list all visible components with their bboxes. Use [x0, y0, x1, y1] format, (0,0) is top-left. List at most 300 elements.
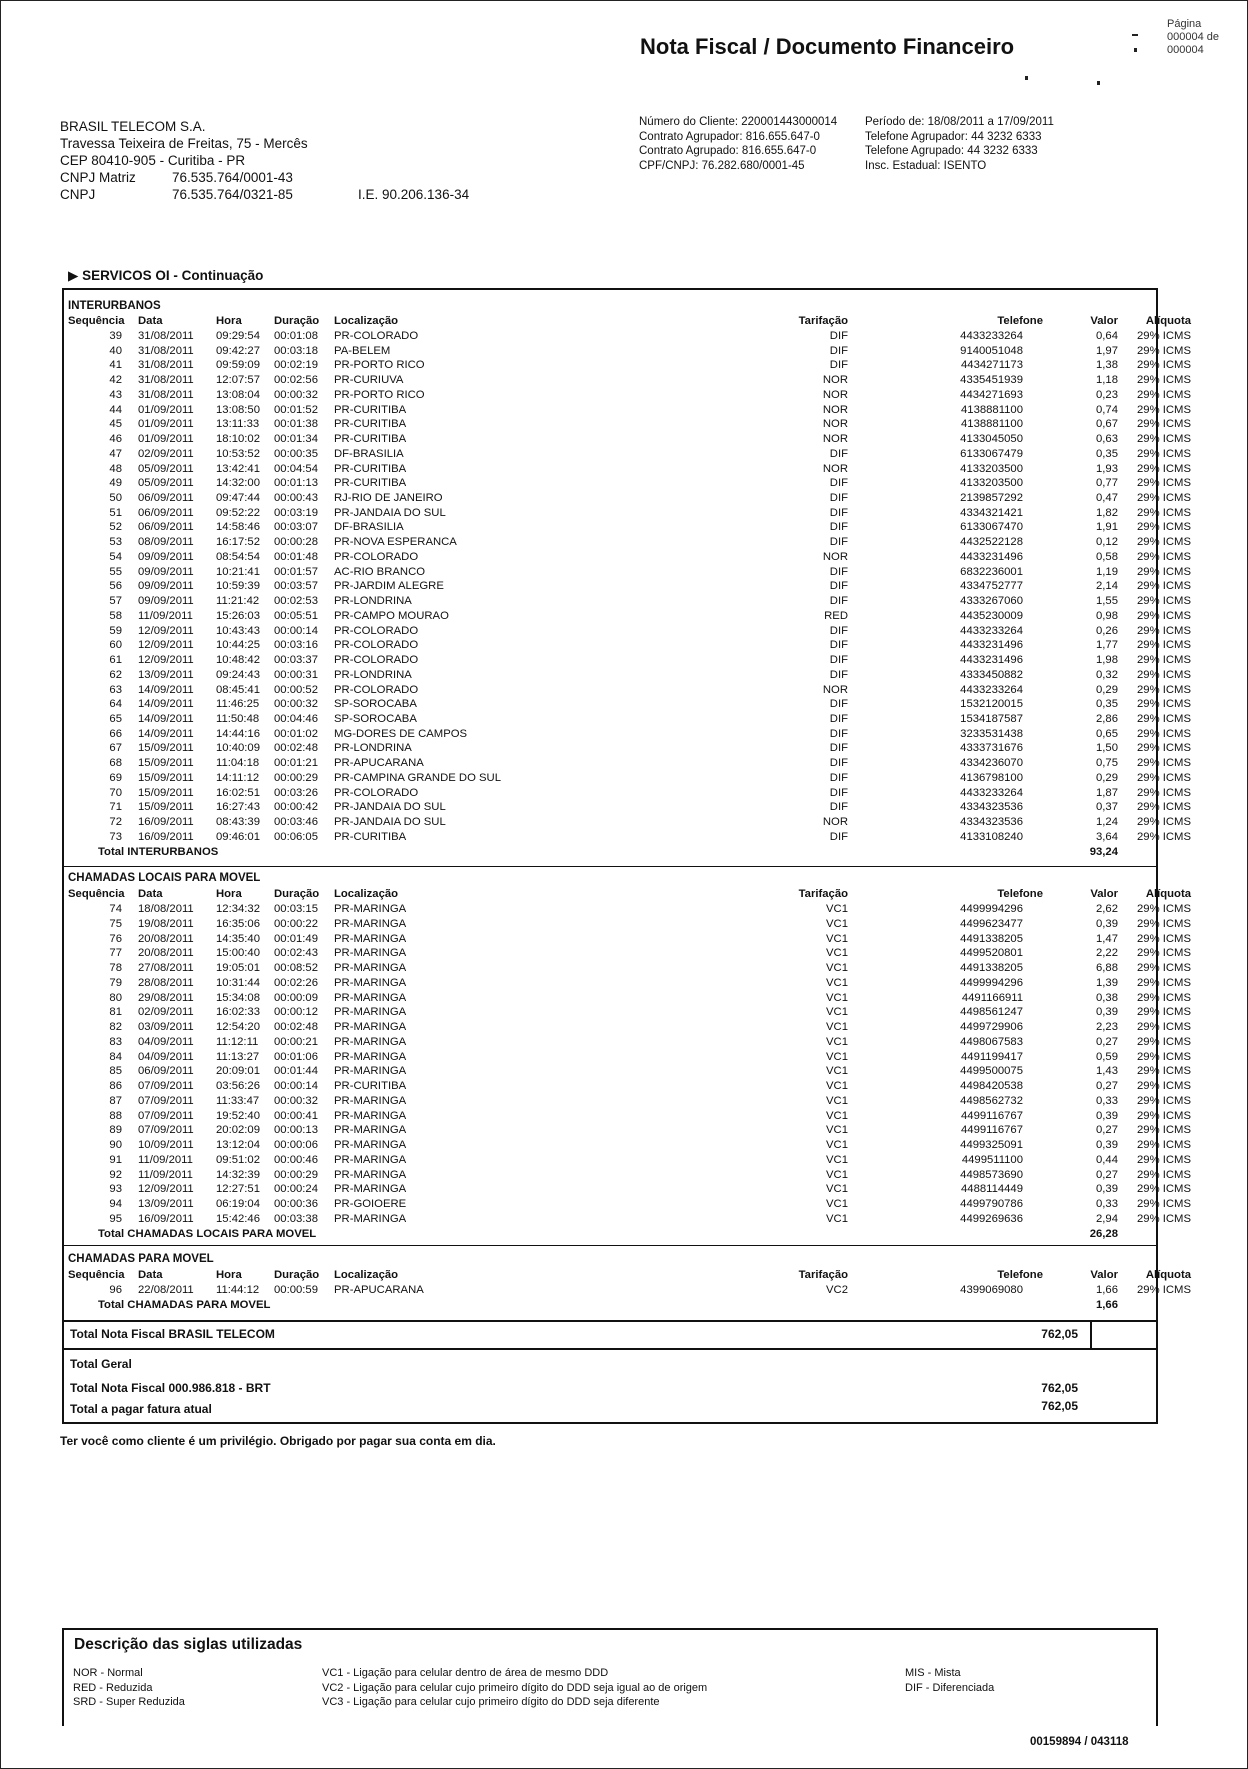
cell-location: PR-GOIOERE: [334, 1198, 407, 1210]
cell-sequence: 55: [109, 565, 122, 578]
cell-duration: 00:06:05: [274, 830, 318, 843]
cell-phone: 4498573690: [960, 1168, 1023, 1181]
cell-location: RJ-RIO DE JANEIRO: [334, 492, 443, 505]
cell-tax-rate: 29% ICMS: [1137, 991, 1191, 1004]
cell-location: PA-BELEM: [334, 344, 391, 357]
cell-phone: 4499500075: [960, 1065, 1023, 1078]
cell-value: 0,39: [1096, 917, 1118, 930]
cell-tariff: DIF: [829, 344, 848, 357]
cell-tax-rate: 29% ICMS: [1137, 771, 1191, 784]
cell-phone: 2139857292: [960, 492, 1023, 505]
cell-tax-rate: 29% ICMS: [1137, 433, 1191, 446]
cell-tariff: DIF: [829, 330, 848, 342]
table-row: [68, 786, 1191, 801]
cell-tax-rate: 29% ICMS: [1137, 1198, 1191, 1210]
cell-value: 2,14: [1096, 580, 1118, 593]
cell-time: 16:17:52: [216, 536, 260, 549]
cell-tax-rate: 29% ICMS: [1137, 947, 1191, 960]
total-nf-label: Total Nota Fiscal BRASIL TELECOM: [70, 1327, 275, 1341]
cell-location: PR-COLORADO: [334, 639, 419, 652]
cell-tariff: NOR: [822, 462, 848, 475]
cell-tax-rate: 29% ICMS: [1137, 521, 1191, 534]
scan-mark: [1097, 81, 1100, 85]
cell-value: 0,44: [1096, 1153, 1118, 1166]
cell-tax-rate: 29% ICMS: [1137, 917, 1191, 930]
cell-phone: 1534187587: [960, 712, 1023, 725]
cell-duration: 00:00:31: [274, 668, 318, 681]
header-phone: Telefone: [997, 888, 1043, 900]
header-date: Data: [138, 1269, 163, 1281]
cell-duration: 00:01:49: [274, 932, 318, 945]
table-row: [68, 447, 1191, 462]
cell-tax-rate: 29% ICMS: [1137, 580, 1191, 593]
cell-tariff: NOR: [822, 550, 848, 563]
table-row: [68, 638, 1191, 653]
cell-sequence: 67: [109, 742, 122, 755]
cell-tariff: DIF: [829, 771, 848, 784]
cell-duration: 00:01:52: [274, 403, 318, 416]
cell-duration: 00:01:38: [274, 418, 318, 431]
cell-value: 0,35: [1096, 698, 1118, 711]
cell-date: 20/08/2011: [138, 947, 194, 960]
cell-value: 0,27: [1096, 1080, 1118, 1092]
cell-time: 14:11:12: [216, 771, 260, 784]
cell-date: 03/09/2011: [138, 1021, 194, 1033]
cell-sequence: 43: [109, 388, 122, 401]
contract-agrupador: Contrato Agrupador: 816.655.647-0: [639, 130, 820, 143]
cell-location: PR-MARINGA: [334, 1021, 407, 1033]
cell-tariff: VC1: [826, 1035, 848, 1048]
cell-time: 14:32:39: [216, 1168, 260, 1181]
header-tax-rate: Alíquota: [1145, 1269, 1191, 1281]
cell-value: 0,26: [1096, 624, 1118, 637]
cell-tax-rate: 29% ICMS: [1137, 344, 1191, 357]
cell-phone: 4488114449: [961, 1183, 1023, 1196]
cell-date: 06/09/2011: [138, 492, 194, 505]
cell-date: 07/09/2011: [138, 1109, 194, 1122]
cell-time: 12:34:32: [216, 903, 260, 915]
header-phone: Telefone: [997, 1269, 1043, 1281]
table-header: [68, 1268, 1191, 1283]
table-row: [68, 771, 1191, 786]
cell-sequence: 92: [109, 1168, 122, 1181]
cell-location: PR-CURITIBA: [334, 477, 407, 490]
cell-phone: 1532120015: [960, 698, 1023, 711]
cell-date: 09/09/2011: [138, 550, 194, 563]
cell-tariff: VC1: [826, 1006, 848, 1019]
cell-tariff: DIF: [829, 830, 848, 843]
cell-location: DF-BRASILIA: [334, 447, 404, 460]
cell-tariff: DIF: [829, 521, 848, 534]
cell-location: PR-COLORADO: [334, 330, 419, 342]
cell-value: 0,29: [1096, 683, 1118, 696]
cell-time: 08:45:41: [216, 683, 260, 696]
cell-tax-rate: 29% ICMS: [1137, 654, 1191, 667]
cell-phone: 4491166911: [961, 991, 1023, 1004]
cell-sequence: 58: [109, 609, 122, 622]
cell-tax-rate: 29% ICMS: [1137, 1212, 1191, 1225]
table-row: [68, 388, 1191, 403]
cell-tariff: DIF: [829, 595, 848, 608]
cell-location: PR-CURITIBA: [334, 418, 407, 431]
scan-mark: [1132, 34, 1138, 36]
legend-mobile-codes: [322, 1666, 707, 1710]
table-row: [68, 756, 1191, 771]
cell-phone: 6133067470: [960, 521, 1023, 534]
ie-value: I.E. 90.206.136-34: [358, 187, 470, 202]
table-row: [68, 403, 1191, 418]
company-name: BRASIL TELECOM S.A.: [60, 119, 206, 134]
cell-location: PR-MARINGA: [334, 1212, 407, 1225]
cell-value: 2,23: [1096, 1021, 1118, 1033]
cell-tariff: VC1: [826, 1212, 848, 1225]
table-row: [68, 1050, 1191, 1065]
table-row: [68, 1020, 1191, 1035]
total-nf-value: 762,05: [1041, 1327, 1078, 1341]
cell-tax-rate: 29% ICMS: [1137, 742, 1191, 755]
cell-location: PR-MARINGA: [334, 962, 407, 974]
value-column-divider: [1090, 1320, 1092, 1348]
table-row: [68, 432, 1191, 447]
cell-sequence: 53: [109, 536, 122, 549]
cell-tax-rate: 29% ICMS: [1137, 830, 1191, 843]
cell-tax-rate: 29% ICMS: [1137, 506, 1191, 519]
cell-duration: 00:03:19: [274, 506, 318, 519]
cell-tax-rate: 29% ICMS: [1137, 698, 1191, 711]
cell-time: 10:31:44: [216, 976, 260, 989]
cell-location: PR-MARINGA: [334, 917, 407, 930]
cell-tariff: DIF: [829, 565, 848, 578]
table-row: [68, 329, 1191, 344]
cell-value: 0,33: [1096, 1094, 1118, 1107]
cell-duration: 00:00:52: [274, 683, 318, 696]
cell-value: 6,88: [1096, 962, 1118, 974]
cell-duration: 00:00:13: [274, 1124, 318, 1137]
cell-date: 02/09/2011: [138, 1006, 194, 1019]
cell-duration: 00:00:24: [274, 1183, 318, 1196]
cell-time: 15:26:03: [216, 609, 260, 622]
cell-time: 14:58:46: [216, 521, 260, 534]
cell-tax-rate: 29% ICMS: [1137, 976, 1191, 989]
cell-date: 15/09/2011: [138, 757, 194, 770]
group-total-label: Total CHAMADAS LOCAIS PARA MOVEL: [98, 1227, 317, 1240]
cell-tariff: DIF: [829, 786, 848, 799]
cell-sequence: 93: [109, 1183, 122, 1196]
cell-tariff: DIF: [829, 624, 848, 637]
cell-time: 14:35:40: [216, 932, 260, 945]
header-tariff: Tarifação: [798, 1269, 848, 1281]
table-row: [68, 1197, 1191, 1212]
cell-time: 20:02:09: [216, 1124, 260, 1137]
total-nf2-value: 762,05: [1041, 1381, 1078, 1395]
group-divider: [62, 1245, 1158, 1246]
cell-time: 14:44:16: [216, 727, 260, 740]
cell-date: 27/08/2011: [138, 962, 194, 974]
cell-duration: 00:00:41: [274, 1109, 318, 1122]
cell-tax-rate: 29% ICMS: [1137, 477, 1191, 490]
cell-time: 10:48:42: [216, 654, 260, 667]
cell-value: 0,77: [1096, 477, 1118, 490]
cell-date: 08/09/2011: [138, 536, 194, 549]
cell-date: 31/08/2011: [138, 388, 194, 401]
cell-date: 06/09/2011: [138, 506, 194, 519]
cell-tariff: VC1: [826, 917, 848, 930]
cell-location: SP-SOROCABA: [334, 712, 417, 725]
cell-location: PR-MARINGA: [334, 1050, 407, 1063]
cell-duration: 00:02:56: [274, 374, 318, 387]
group-total-label: Total CHAMADAS PARA MOVEL: [98, 1298, 271, 1311]
total-nf2-label: Total Nota Fiscal 000.986.818 - BRT: [70, 1381, 271, 1395]
cell-location: PR-CURITIBA: [334, 433, 407, 446]
cell-value: 0,98: [1096, 609, 1118, 622]
cell-date: 09/09/2011: [138, 580, 194, 593]
cell-duration: 00:03:57: [274, 580, 318, 593]
cell-value: 0,27: [1096, 1124, 1118, 1137]
table-row: [68, 1064, 1191, 1079]
cell-date: 09/09/2011: [138, 565, 194, 578]
cell-phone: 4433231496: [960, 654, 1023, 667]
cell-date: 20/08/2011: [138, 932, 194, 945]
cell-phone: 4434271173: [961, 359, 1023, 372]
cell-tariff: DIF: [829, 447, 848, 460]
cell-date: 15/09/2011: [138, 742, 194, 755]
cell-date: 31/08/2011: [138, 359, 194, 372]
legend-item: MIS - Mista: [905, 1667, 961, 1679]
cell-sequence: 50: [109, 492, 122, 505]
cell-location: PR-LONDRINA: [334, 668, 412, 681]
cell-location: PR-MARINGA: [334, 1006, 407, 1019]
table-row: [68, 565, 1191, 580]
cell-value: 0,63: [1096, 433, 1118, 446]
cell-duration: 00:01:13: [274, 477, 318, 490]
cell-phone: 4433233264: [960, 624, 1023, 637]
cell-duration: 00:03:07: [274, 521, 318, 534]
cell-time: 11:13:27: [216, 1050, 260, 1063]
cell-value: 0,39: [1096, 1006, 1118, 1019]
phone-agrupador: Telefone Agrupador: 44 3232 6333: [865, 130, 1042, 143]
cell-sequence: 81: [109, 1006, 122, 1019]
cell-sequence: 44: [109, 403, 122, 416]
cell-sequence: 39: [109, 330, 122, 342]
cell-tax-rate: 29% ICMS: [1137, 639, 1191, 652]
cell-tariff: DIF: [829, 757, 848, 770]
cell-duration: 00:02:43: [274, 947, 318, 960]
cell-phone: 4334323536: [960, 801, 1023, 814]
cell-time: 13:11:33: [216, 418, 260, 431]
cell-date: 31/08/2011: [138, 374, 194, 387]
cell-sequence: 45: [109, 418, 122, 431]
cell-duration: 00:03:46: [274, 816, 318, 829]
cell-phone: 4433233264: [960, 786, 1023, 799]
company-info: [60, 118, 469, 203]
header-tax-rate: Alíquota: [1145, 888, 1191, 900]
cell-value: 0,27: [1096, 1035, 1118, 1048]
cell-phone: 4433231496: [960, 639, 1023, 652]
scan-mark: [1134, 48, 1137, 52]
cell-phone: 4498420538: [960, 1080, 1023, 1092]
cell-time: 10:53:52: [216, 447, 260, 460]
cell-value: 1,47: [1096, 932, 1118, 945]
cell-phone: 4334321421: [960, 506, 1023, 519]
cell-date: 10/09/2011: [138, 1139, 194, 1151]
cell-duration: 00:00:14: [274, 1080, 318, 1092]
table-header: [68, 887, 1191, 902]
cell-sequence: 56: [109, 580, 122, 593]
cell-date: 28/08/2011: [138, 976, 194, 989]
cell-tariff: NOR: [822, 374, 848, 387]
cell-tax-rate: 29% ICMS: [1137, 962, 1191, 974]
group-title: CHAMADAS PARA MOVEL: [68, 1253, 214, 1265]
group-total-row: [68, 845, 1158, 860]
group-total-row: [68, 1298, 1158, 1313]
cell-duration: 00:00:21: [274, 1035, 318, 1048]
cell-date: 31/08/2011: [138, 330, 194, 342]
cell-tax-rate: 29% ICMS: [1137, 1035, 1191, 1048]
cell-duration: 00:01:34: [274, 433, 318, 446]
cell-tariff: DIF: [829, 654, 848, 667]
cnpj-matriz-value: 76.535.764/0001-43: [172, 170, 293, 185]
cell-sequence: 86: [109, 1080, 122, 1092]
total-geral-label: Total Geral: [70, 1357, 132, 1371]
table-row: [68, 1123, 1191, 1138]
table-row: [68, 491, 1191, 506]
cell-value: 1,91: [1096, 521, 1118, 534]
cell-date: 13/09/2011: [138, 668, 194, 681]
cell-date: 16/09/2011: [138, 830, 194, 843]
cell-tariff: VC1: [826, 1080, 848, 1092]
cell-location: PR-MARINGA: [334, 932, 407, 945]
cell-date: 15/09/2011: [138, 801, 194, 814]
table-row: [68, 535, 1191, 550]
cell-time: 11:50:48: [216, 712, 260, 725]
cell-duration: 00:02:48: [274, 742, 318, 755]
cell-duration: 00:03:38: [274, 1212, 318, 1225]
cell-date: 04/09/2011: [138, 1050, 194, 1063]
table-row: [68, 1109, 1191, 1124]
table-row: [68, 462, 1191, 477]
cell-phone: 4335451939: [960, 374, 1023, 387]
cell-location: PR-LONDRINA: [334, 595, 412, 608]
header-sequence: Sequência: [68, 315, 125, 327]
period-info: [865, 115, 1054, 173]
cell-sequence: 74: [109, 903, 122, 915]
cell-location: PR-JANDAIA DO SUL: [334, 801, 446, 814]
cell-phone: 4434271693: [960, 388, 1023, 401]
cell-sequence: 57: [109, 595, 122, 608]
play-icon: ▶: [68, 268, 79, 283]
cell-sequence: 79: [109, 976, 122, 989]
table-row: [68, 815, 1191, 830]
cell-phone: 4499116767: [961, 1109, 1023, 1122]
cell-time: 09:29:54: [216, 330, 260, 342]
cell-tariff: DIF: [829, 639, 848, 652]
company-cep: CEP 80410-905 - Curitiba - PR: [60, 153, 246, 168]
cell-date: 12/09/2011: [138, 624, 194, 637]
cell-tax-rate: 29% ICMS: [1137, 1050, 1191, 1063]
cell-duration: 00:01:21: [274, 757, 318, 770]
cell-tax-rate: 29% ICMS: [1137, 388, 1191, 401]
cell-sequence: 80: [109, 991, 122, 1004]
cell-value: 0,29: [1096, 771, 1118, 784]
cell-location: PR-CURIUVA: [334, 374, 404, 387]
cell-time: 09:47:44: [216, 492, 260, 505]
table-row: [68, 1182, 1191, 1197]
header-time: Hora: [216, 888, 242, 900]
cell-phone: 4435230009: [960, 609, 1023, 622]
cell-duration: 00:00:14: [274, 624, 318, 637]
header-phone: Telefone: [997, 315, 1043, 327]
cell-value: 1,97: [1096, 344, 1118, 357]
cell-phone: 4498067583: [960, 1035, 1023, 1048]
cell-time: 06:19:04: [216, 1198, 260, 1210]
table-row: [68, 609, 1191, 624]
cnpj-label: CNPJ: [60, 187, 96, 202]
cell-location: PR-JANDAIA DO SUL: [334, 816, 446, 829]
cell-location: PR-MARINGA: [334, 1183, 407, 1196]
cell-phone: 4499994296: [960, 976, 1023, 989]
cell-value: 3,64: [1096, 830, 1118, 843]
cell-duration: 00:00:32: [274, 1094, 318, 1107]
footer-code: 00159894 / 043118: [1030, 1736, 1129, 1748]
cell-phone: 4499520801: [960, 947, 1023, 960]
table-row: [68, 653, 1191, 668]
phone-agrupado: Telefone Agrupado: 44 3232 6333: [865, 145, 1038, 157]
cell-date: 16/09/2011: [138, 1212, 194, 1225]
cell-duration: 00:03:16: [274, 639, 318, 652]
header-tariff: Tarifação: [798, 888, 848, 900]
cell-value: 1,66: [1096, 1284, 1118, 1296]
cell-tariff: DIF: [829, 801, 848, 814]
cell-phone: 4333731676: [960, 742, 1023, 755]
table-row: [68, 902, 1191, 917]
table-header: [68, 314, 1191, 329]
cell-value: 0,33: [1096, 1198, 1118, 1210]
cell-time: 12:07:57: [216, 374, 260, 387]
table-row: [68, 1168, 1191, 1183]
cell-tax-rate: 29% ICMS: [1137, 1153, 1191, 1166]
cell-tariff: VC1: [826, 962, 848, 974]
cell-time: 11:21:42: [216, 595, 260, 608]
cell-location: PR-JARDIM ALEGRE: [334, 580, 444, 593]
table-row: [68, 932, 1191, 947]
cell-phone: 4498562732: [960, 1094, 1023, 1107]
billing-period: Período de: 18/08/2011 a 17/09/2011: [865, 116, 1054, 128]
cell-duration: 00:00:46: [274, 1153, 318, 1166]
header-sequence: Sequência: [68, 1269, 125, 1281]
cell-sequence: 64: [109, 698, 122, 711]
header-sequence: Sequência: [68, 888, 125, 900]
cell-duration: 00:01:06: [274, 1050, 318, 1063]
cell-tax-rate: 29% ICMS: [1137, 1006, 1191, 1019]
cell-duration: 00:01:48: [274, 550, 318, 563]
cell-location: MG-DORES DE CAMPOS: [334, 727, 468, 740]
cell-time: 19:05:01: [216, 962, 260, 974]
cell-value: 0,35: [1096, 447, 1118, 460]
cell-time: 13:08:04: [216, 388, 260, 401]
table-row: [68, 550, 1191, 565]
legend-item: DIF - Diferenciada: [905, 1681, 995, 1694]
cell-tariff: NOR: [822, 683, 848, 696]
cell-tariff: VC1: [826, 991, 848, 1004]
cell-phone: 4136798100: [960, 771, 1023, 784]
cell-location: PR-CAMPINA GRANDE DO SUL: [334, 771, 501, 784]
header-value: Valor: [1090, 315, 1118, 327]
cell-date: 07/09/2011: [138, 1094, 194, 1107]
cell-phone: 9140051048: [960, 344, 1023, 357]
cell-sequence: 46: [109, 433, 122, 446]
cell-duration: 00:00:59: [274, 1284, 318, 1296]
cell-location: PR-APUCARANA: [334, 1284, 424, 1296]
